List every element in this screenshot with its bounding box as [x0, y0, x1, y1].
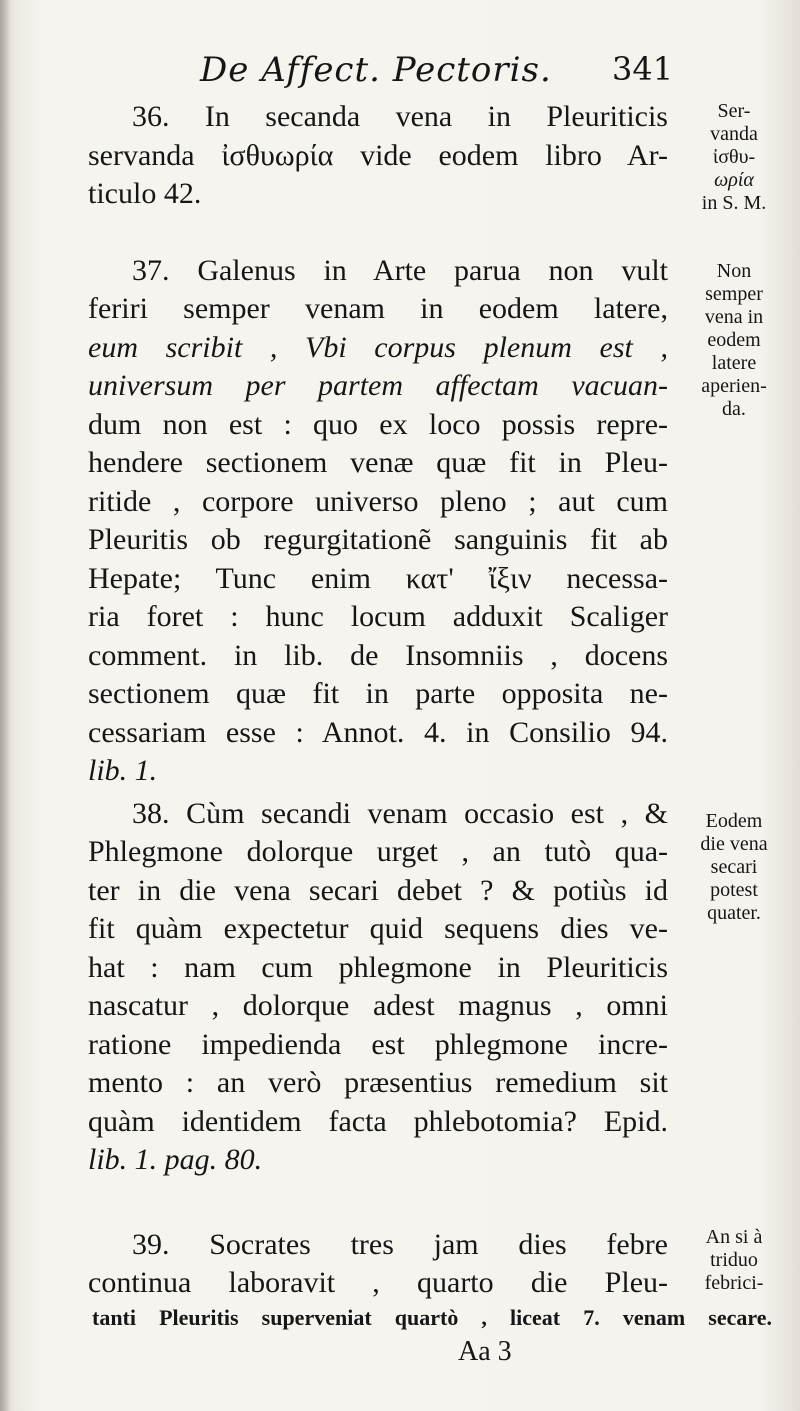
text-line: 38. Cùm secandi venam occasio est , &: [132, 796, 668, 830]
text-line: 39. Socrates tres jam dies febre: [132, 1227, 668, 1261]
note-line: febrici-: [704, 1272, 764, 1294]
text-line: comment. in lib. de Insomniis , docens: [88, 638, 668, 672]
note-line: triduo: [710, 1249, 758, 1271]
note-line: ἰσθυ-: [712, 146, 756, 168]
text-line: 36. In secanda vena in Pleuriticis: [132, 100, 668, 133]
note-line: ωρία: [714, 169, 754, 191]
text-line: hendere sectionem venæ quæ fit in Pleu-: [88, 446, 668, 479]
text-line: dum non est : quo ex loco possis repre-: [88, 407, 668, 441]
text-line: Pleuritis ob regurgitationẽ sanguinis fit ab: [88, 523, 668, 556]
text-line: sectionem quæ fit in parte opposita ne-: [88, 677, 668, 710]
text-line: ratione impedienda est phlegmone incre-: [88, 1027, 668, 1061]
page-edge-shadow: [0, 0, 10, 1411]
text-line: ritide , corpore universo pleno ; aut cum: [88, 484, 668, 518]
page-number: 341: [612, 50, 674, 88]
text-line: feriri semper venam in eodem latere,: [88, 292, 668, 325]
note-line: An si à: [705, 1226, 763, 1248]
note-line: quater.: [707, 902, 761, 924]
note-line: Non: [716, 260, 752, 282]
running-title: De Affect. Pectoris.: [200, 50, 552, 90]
note-line: potest: [710, 879, 758, 901]
text-line: quàm identidem facta phlebotomia? Epid.: [88, 1104, 668, 1138]
note-line: da.: [722, 398, 746, 420]
note-line: secari: [710, 856, 758, 878]
margin-note-servanda: [672, 100, 796, 215]
signature-mark: Aa 3: [458, 1336, 512, 1367]
text-line: eum scribit , Vbi corpus plenum est ,: [88, 330, 668, 364]
note-line: die vena: [700, 833, 768, 855]
page-header: [0, 44, 800, 104]
note-line: semper: [705, 283, 763, 305]
text-line: Phlegmone dolorque urget , an tutò qua-: [88, 835, 668, 868]
note-line: vena in: [704, 306, 764, 328]
text-line: ter in die vena secari debet ? & potiùs id: [88, 873, 668, 907]
text-line: lib. 1.: [88, 754, 158, 787]
text-line: universum per partem affectam vacuan-: [88, 369, 668, 402]
text-line: nascatur , dolorque adest magnus , omni: [88, 989, 668, 1022]
note-line: Ser-: [717, 100, 751, 122]
note-line: Eodem: [705, 810, 763, 832]
text-line: ticulo 42.: [88, 177, 202, 210]
margin-note-non-semper: [672, 260, 796, 421]
margin-note-eodem-die: [672, 810, 796, 925]
note-line: latere: [711, 352, 757, 374]
paragraph-37: [88, 252, 668, 791]
paragraph-spacer: [88, 1180, 668, 1226]
text-line: hat : nam cum phlegmone in Pleuriticis: [88, 950, 668, 984]
paragraph-36: [88, 98, 668, 214]
paragraph-spacer: [88, 214, 668, 252]
text-line: 37. Galenus in Arte parua non vult: [132, 253, 668, 287]
main-text-column: [88, 98, 668, 1303]
text-line: mento : an verò præsentius remedium sit: [88, 1066, 668, 1099]
text-line: continua laboravit , quarto die Pleu-: [88, 1266, 668, 1299]
text-line: Hepate; Tunc enim κατ' ἴξιν necessa-: [88, 561, 668, 595]
text-line: servanda ἰσθυωρία vide eodem libro Ar-: [88, 138, 668, 172]
paragraph-38: [88, 795, 668, 1180]
text-line: cessariam esse : Annot. 4. in Consilio 94.: [88, 715, 668, 749]
margin-note-an-si: [672, 1226, 796, 1295]
text-line: ria foret : hunc locum adduxit Scaliger: [88, 600, 668, 633]
note-line: eodem: [707, 329, 761, 351]
text-line: lib. 1. pag. 80.: [88, 1143, 263, 1176]
text-line: fit quàm expectetur quid sequens dies ve-: [88, 912, 668, 945]
paragraph-39: [88, 1226, 668, 1303]
final-line: tanti Pleuritis superveniat quartò , liceat 7. venam secare.: [92, 1305, 772, 1330]
note-line: vanda: [710, 123, 758, 145]
note-line: aperien-: [701, 375, 767, 397]
note-line: in S. M.: [701, 192, 767, 214]
